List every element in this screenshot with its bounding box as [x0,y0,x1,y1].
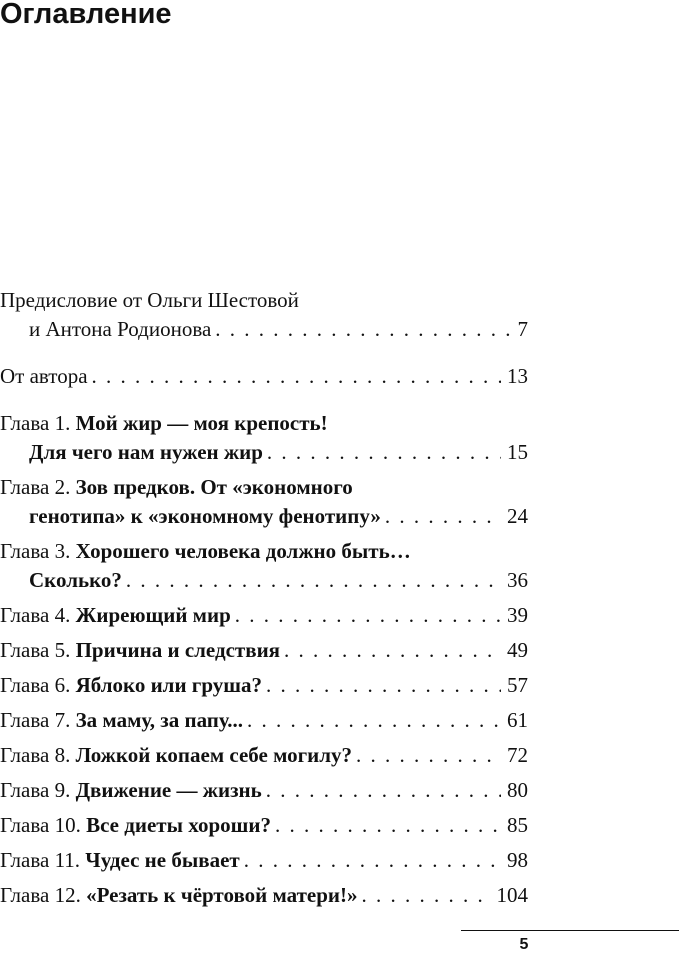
chapter-prefix: Глава 9. [0,778,71,802]
chapter-prefix: Глава 2. [0,475,71,499]
chapter-prefix: Глава 11. [0,848,81,872]
page-title: Оглавление [0,0,172,30]
chapter-prefix: Глава 12. [0,883,81,907]
chapter-title: Причина и следствия [75,638,281,662]
dot-leader [215,315,511,344]
entry-page-number: 57 [507,673,528,697]
toc-entry-chapter-10[interactable] [0,811,528,840]
page-number: 5 [519,936,529,953]
chapter-prefix: Глава 3. [0,539,71,563]
dot-leader [126,566,501,595]
toc-entry-chapter-8[interactable] [0,741,528,770]
chapter-title: Чудес не бывает [85,848,240,872]
chapter-title: За маму, за папу... [75,708,244,732]
chapter-title: Ложкой копаем себе могилу? [75,743,353,767]
chapter-prefix: Глава 8. [0,743,71,767]
toc-entry-chapter-2[interactable] [0,473,528,531]
dot-leader [385,502,501,531]
entry-page-number: 7 [517,317,528,341]
dot-leader [356,741,501,770]
entry-page-number: 13 [507,364,528,388]
entry-page-number: 39 [507,603,528,627]
chapter-prefix: Глава 5. [0,638,71,662]
entry-title: От автора [0,364,88,388]
dot-leader [267,438,501,467]
toc-entry-from-author[interactable] [0,362,528,391]
dot-leader [266,776,501,805]
dot-leader [247,706,501,735]
entry-page-number: 104 [496,883,528,907]
entry-page-number: 72 [507,743,528,767]
chapter-prefix: Глава 10. [0,813,81,837]
dot-leader [266,671,501,700]
table-of-contents [0,286,528,910]
toc-entry-chapter-4[interactable] [0,601,528,630]
entry-page-number: 80 [507,778,528,802]
toc-entry-chapter-5[interactable] [0,636,528,665]
dot-leader [362,881,491,910]
dot-leader [235,601,501,630]
entry-title-line1: Предисловие от Ольги Шестовой [0,288,299,312]
toc-entry-chapter-11[interactable] [0,846,528,875]
chapter-title: Движение — жизнь [75,778,262,802]
chapter-title: Жиреющий мир [75,603,231,627]
chapter-title: «Резать к чёртовой матери!» [86,883,358,907]
toc-entry-chapter-3[interactable] [0,537,528,595]
chapter-title: Яблоко или груша? [75,673,262,697]
toc-entry-chapter-9[interactable] [0,776,528,805]
dot-leader [275,811,501,840]
entry-page-number: 24 [507,504,528,528]
entry-title-line2: и Антона Родионова [29,317,212,341]
toc-entry-preface[interactable] [0,286,528,344]
chapter-title-line1: Зов предков. От «экономного [75,475,353,499]
chapter-title-line2: генотипа» к «экономному фенотипу» [29,504,381,528]
chapter-prefix: Глава 7. [0,708,71,732]
chapter-prefix: Глава 6. [0,673,71,697]
entry-page-number: 85 [507,813,528,837]
chapter-title-line1: Мой жир — моя крепость! [75,411,328,435]
dot-leader [284,636,501,665]
footer-rule [461,930,679,931]
entry-page-number: 15 [507,440,528,464]
dot-leader [92,362,501,391]
entry-page-number: 98 [507,848,528,872]
entry-page-number: 36 [507,568,528,592]
dot-leader [244,846,501,875]
chapter-title-line1: Хорошего человека должно быть… [75,539,411,563]
toc-entry-chapter-1[interactable] [0,409,528,467]
toc-entry-chapter-6[interactable] [0,671,528,700]
toc-entry-chapter-7[interactable] [0,706,528,735]
entry-page-number: 49 [507,638,528,662]
chapter-prefix: Глава 1. [0,411,71,435]
chapter-title-line2: Для чего нам нужен жир [29,440,263,464]
entry-page-number: 61 [507,708,528,732]
chapter-title-line2: Сколько? [29,568,122,592]
toc-entry-chapter-12[interactable] [0,881,528,910]
chapter-prefix: Глава 4. [0,603,71,627]
chapter-title: Все диеты хороши? [86,813,271,837]
